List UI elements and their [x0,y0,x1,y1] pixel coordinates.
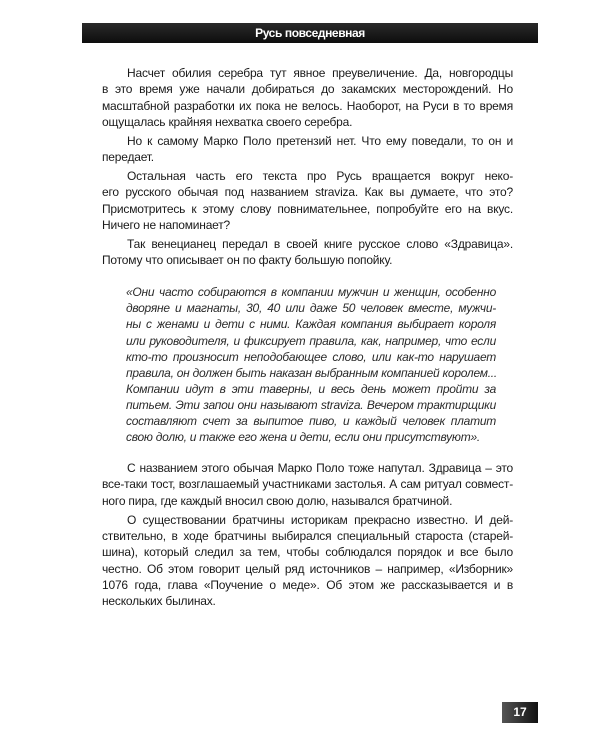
text-line: свою долю, и также его жена и дети, если они присутствуют». [126,430,480,445]
body-text [102,65,513,610]
paragraph [102,236,513,269]
text-line: составляют счет за выпитое пиво, и каждый человек платит [126,413,496,428]
paragraph [102,512,513,610]
paragraph [102,65,513,130]
text-line: О существовании братчины историкам прекрасно известно. И дей- [127,512,513,527]
text-line: Ничего не напоминает? [102,218,231,233]
text-line: правила, он должен быть наказан выбранным компанией королем... [126,365,497,380]
text-line: Потому что описывает он по факту большую попойку. [102,253,393,268]
text-line: в это время уже начали добираться до закамских месторождений. Но [102,82,513,97]
text-line: Так венецианец передал в своей книге русское слово «Здравица». [127,237,513,252]
text-line: передает. [102,150,154,165]
text-line: его русского обычая под названием straviza. Как вы думаете, что это? [102,185,513,200]
text-line: Насчет обилия серебра тут явное преувеличение. Да, новгородцы [127,66,513,80]
text-line: масштабной разработки их пока не велось. Наоборот, на Руси в то время [102,98,513,113]
text-line: Компании идут в эти таверны, и весь день может пройти за [126,381,496,396]
paragraph [102,460,513,509]
text-line: С названием этого обычая Марко Поло тоже напутал. Здравица – это [127,461,513,476]
text-line: шина), который следил за тем, чтобы соблюдался порядок и все было [102,545,513,560]
text-line: ного пира, где каждый вносил свою долю, назывался братчиной. [102,493,453,508]
text-line: Но к самому Марко Поло претензий нет. Что ему поведали, то он и [127,133,513,148]
page-number [502,702,538,723]
page-number-label: 17 [513,705,527,719]
paragraph [102,133,513,166]
text-line: 1076 года, глава «Поучение о меде». Об этом же рассказывается и в [102,577,513,592]
text-line: Присмотритесь к этому слову повнимательнее, попробуйте его на вкус. [102,201,513,216]
text-line: все-таки тост, возглашаемый участниками застолья. А сам ритуал совмест- [102,477,513,492]
text-line: кто-то произносит неподобающее слово, или как-то нарушает [126,349,496,364]
text-line: ощущалась крайняя нехватка своего серебра. [102,114,353,129]
paragraph [102,168,513,233]
text-line: ны с женами и дети с ними. Каждая компания выбирает короля [126,317,496,332]
running-header [82,23,538,43]
block-quote [126,284,496,445]
running-header-title: Русь повседневная [255,26,365,40]
text-line: нескольких былинах. [102,594,216,609]
text-line: ствительно, в ходе братчины выбирался специальный староста (старей- [102,529,513,544]
text-line: или руководителя, и фиксирует правила, как, например, что если [126,333,496,348]
text-line: честно. Об этом говорит целый ряд источников – например, «Изборник» [102,561,513,576]
text-line: Остальная часть его текста про Русь вращается вокруг неко- [127,169,513,184]
text-line: питьем. Эти запои они называют straviza. Вечером трактирщики [126,397,496,412]
text-line: «Они часто собираются в компании мужчин и женщин, особенно [126,285,496,300]
text-line: дворяне и магнаты, 30, 40 или даже 50 человек вместе, мужчи- [126,301,496,316]
